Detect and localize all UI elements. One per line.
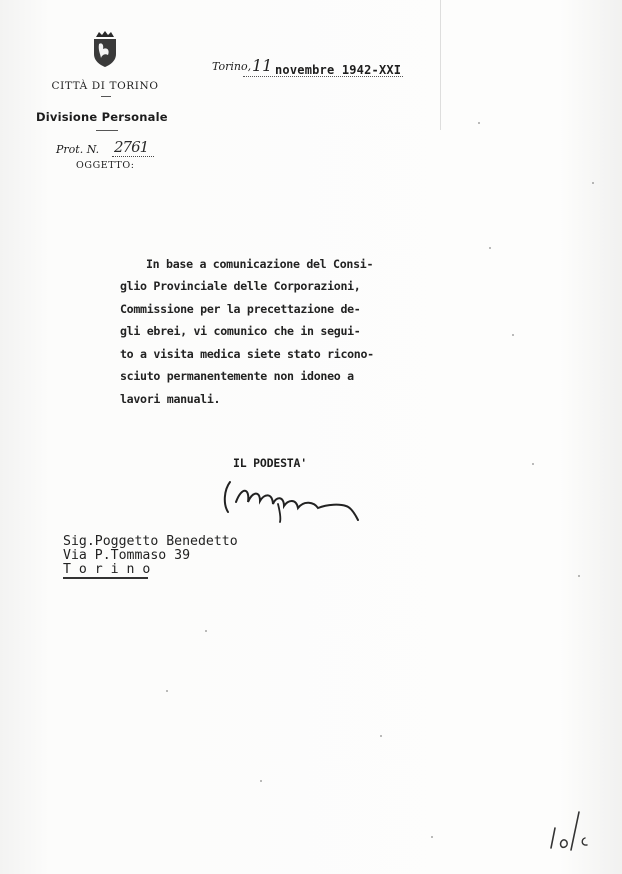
body-line: Commissione per la precettazione de-: [120, 302, 361, 316]
subject-label: OGGETTO:: [76, 160, 135, 171]
city-coat-of-arms-icon: [90, 30, 120, 68]
recipient-name: Sig.Poggetto Benedetto: [63, 534, 238, 549]
letterhead-division: Divisione Personale: [36, 110, 168, 124]
paper-speck: [205, 630, 207, 632]
letterhead-divider: [101, 96, 111, 97]
body-line: to a visita medica siete stato ricono-: [120, 347, 374, 361]
paper-speck: [431, 836, 433, 838]
signer-title: IL PODESTA': [233, 456, 307, 470]
body-line: gli ebrei, vi comunico che in segui-: [120, 324, 361, 338]
handwritten-signature: [218, 474, 368, 524]
paper-speck: [512, 334, 514, 336]
date-place: Torino,: [212, 60, 252, 73]
letterhead-divider: [96, 130, 118, 131]
body-line: glio Provinciale delle Corporazioni,: [120, 279, 361, 293]
letterhead-city: CITTÀ DI TORINO: [51, 80, 159, 92]
body-line: In base a comunicazione del Consi-: [146, 257, 374, 271]
paper-speck: [489, 247, 491, 249]
paper-speck: [532, 463, 534, 465]
paper-speck: [578, 575, 580, 577]
handwritten-page-mark: [545, 808, 595, 852]
protocol-number: 2761: [112, 138, 154, 157]
paper-speck: [260, 780, 262, 782]
body-line: sciuto permanentemente non idoneo a: [120, 369, 354, 383]
date-dotted-line: [243, 76, 403, 77]
paper-fold-mark: [440, 0, 441, 130]
recipient-street: Via P.Tommaso 39: [63, 548, 191, 563]
date-day: 11: [252, 56, 273, 75]
protocol-label: Prot. N.: [56, 143, 100, 156]
date-month-year: novembre 1942-XXI: [275, 63, 402, 77]
paper-speck: [166, 690, 168, 692]
body-line: lavori manuali.: [120, 392, 221, 406]
recipient-city: T o r i n o: [63, 562, 151, 577]
paper-speck: [592, 182, 594, 184]
paper-speck: [380, 735, 382, 737]
recipient-city-underline: [63, 577, 148, 579]
paper-speck: [478, 122, 480, 124]
